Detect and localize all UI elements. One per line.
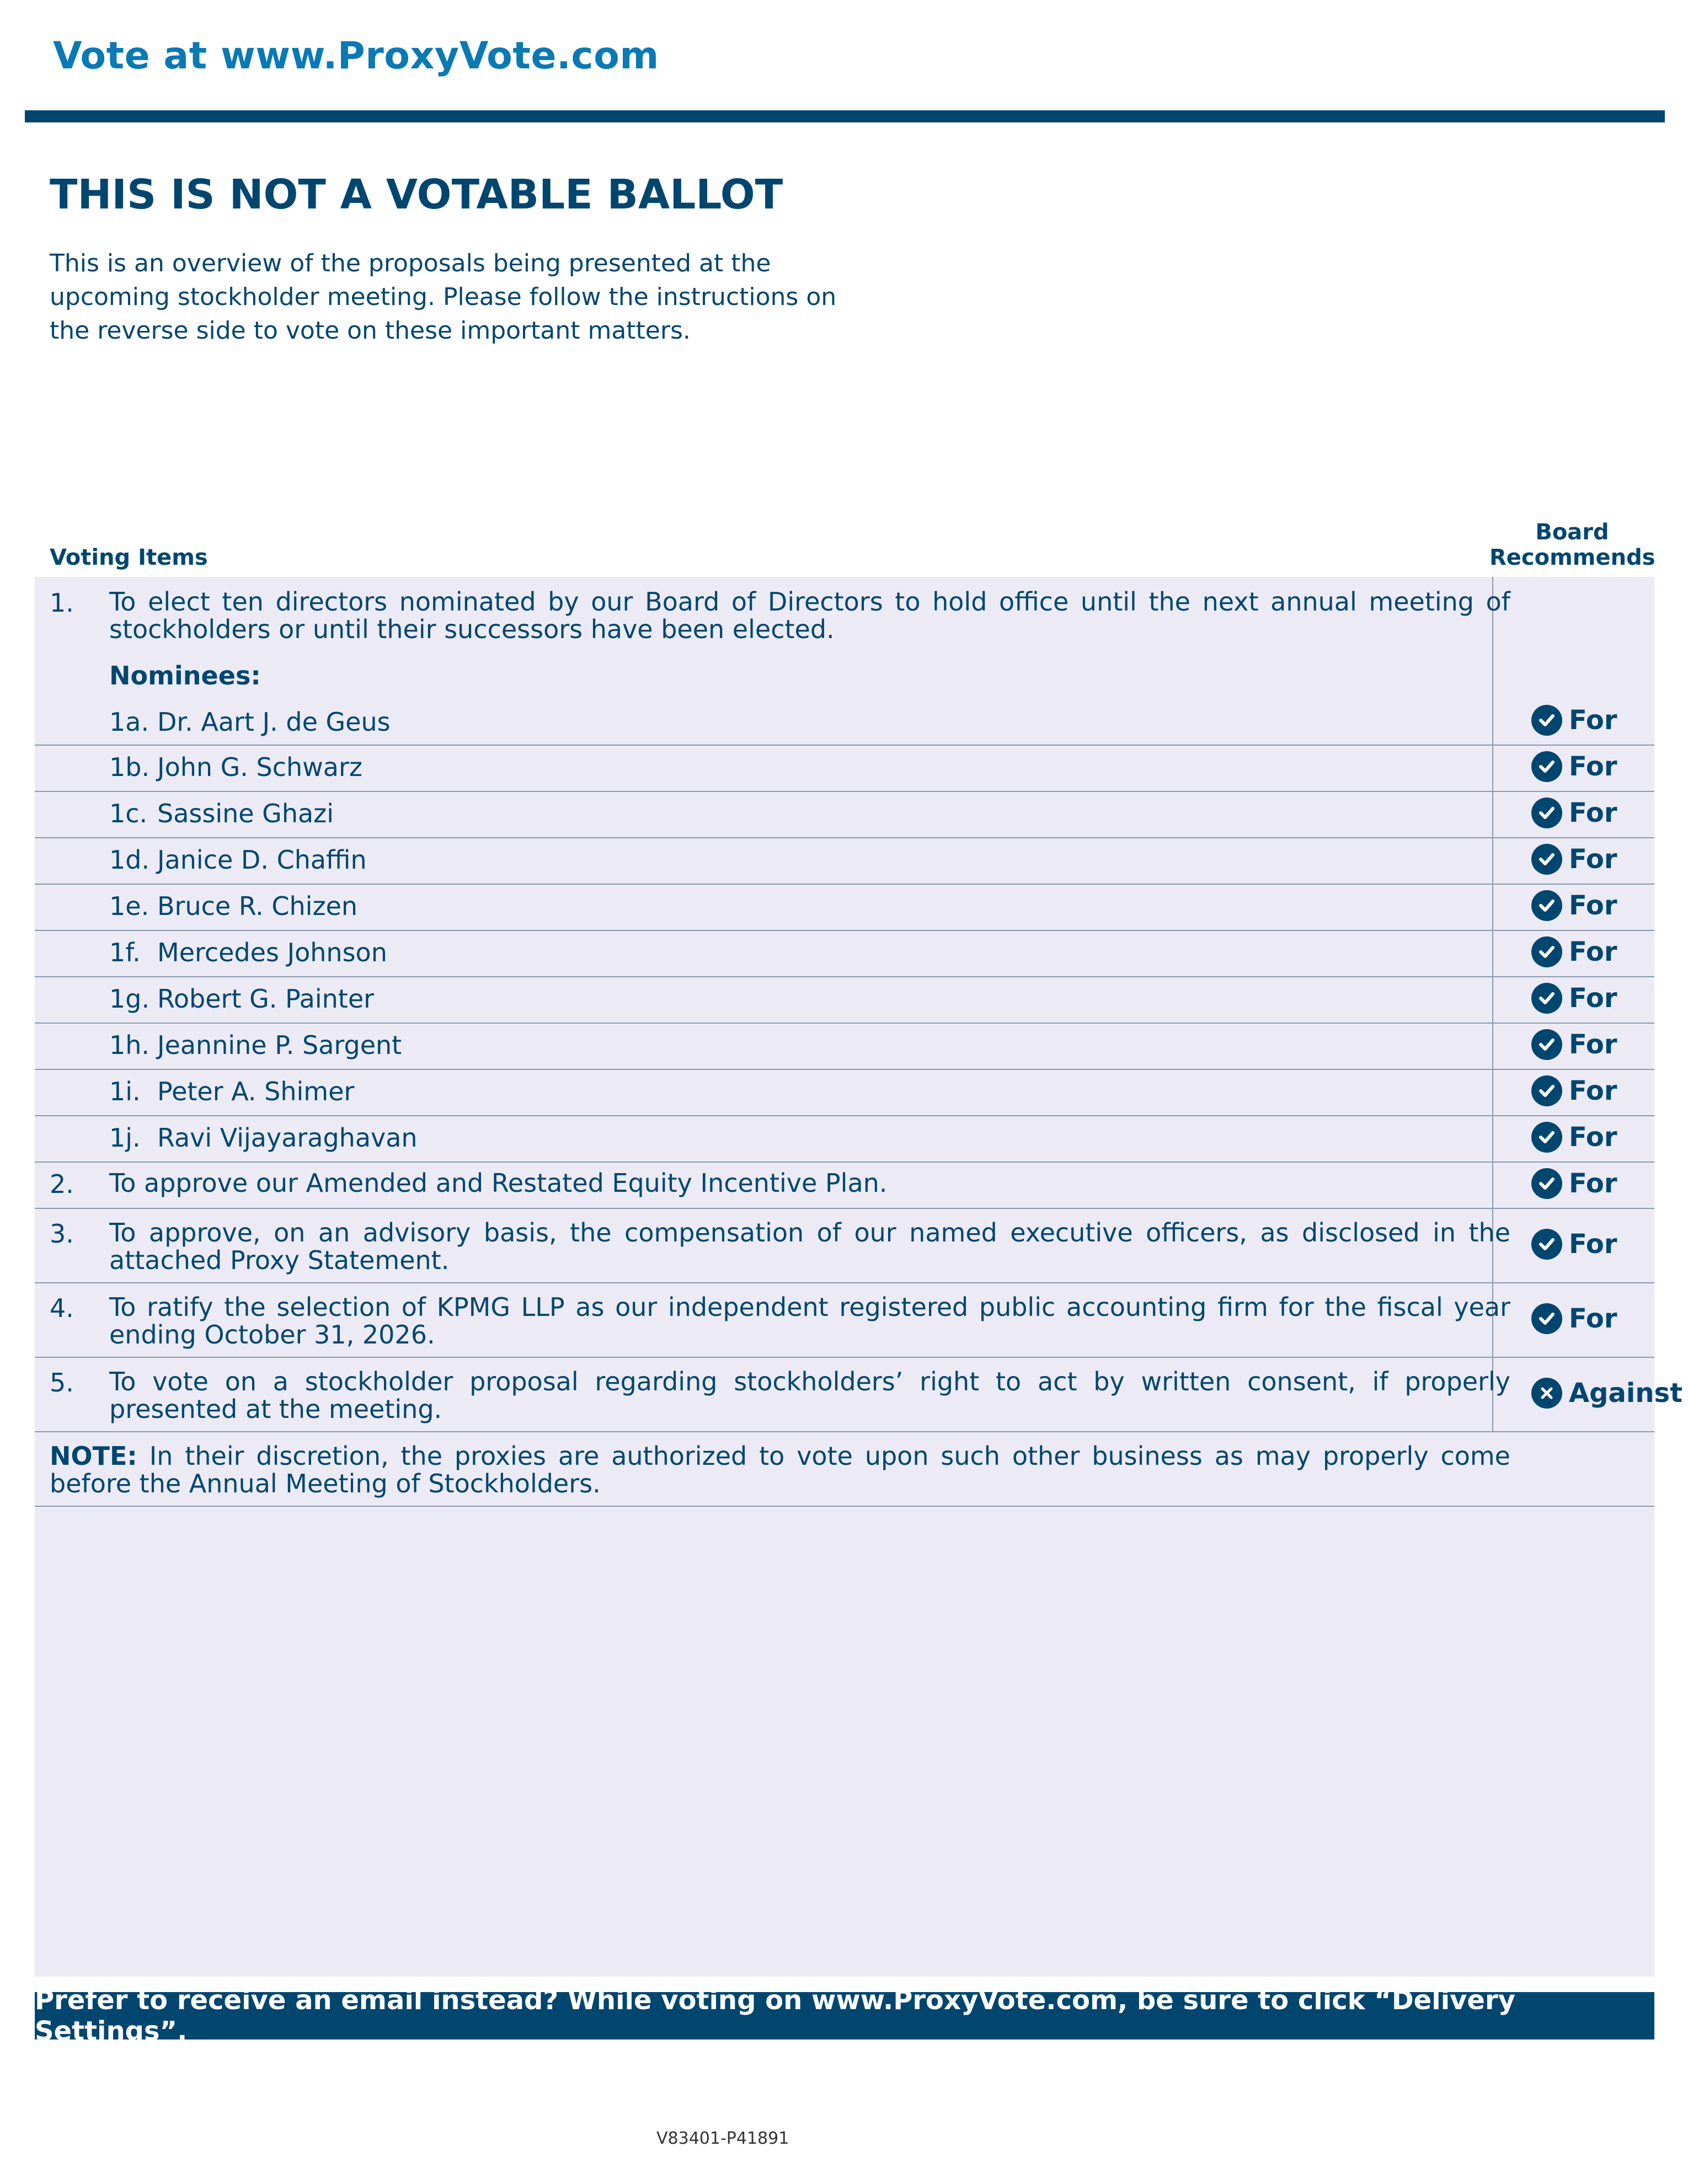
recommendation-label: For: [1569, 705, 1617, 736]
check-circle-icon: [1531, 705, 1562, 736]
table-row: [35, 1358, 1683, 1432]
check-circle-icon: [1531, 890, 1562, 921]
intro-line: This is an overview of the proposals being presented at the: [50, 249, 771, 277]
check-circle-icon: [1531, 1029, 1562, 1060]
check-circle-icon: [1531, 751, 1562, 782]
delivery-settings-banner: Prefer to receive an email instead? While voting on www.ProxyVote.com, be sure to click “Delivery Settings”.: [35, 1992, 1654, 2040]
item-text: To elect ten directors nominated by our Board of Directors to hold office until the next annual meeting of stockholders or until their successors have been elected.: [109, 587, 1510, 644]
recommendation-label: For: [1569, 751, 1617, 782]
table-row: [35, 885, 1654, 931]
nominee-code: 1c.: [109, 799, 148, 828]
nominee-code: 1e.: [109, 891, 149, 921]
nominee-name: Sassine Ghazi: [157, 799, 334, 828]
recommendation-label: For: [1569, 1075, 1617, 1106]
board-recommendation: [1531, 1168, 1617, 1199]
table-row: [35, 931, 1654, 977]
nominees-label: Nominees:: [109, 661, 261, 690]
nominee-code: 1f.: [109, 938, 141, 967]
check-circle-icon: [1531, 1303, 1562, 1334]
board-recommendation: [1531, 890, 1617, 921]
table-row: [35, 1209, 1654, 1283]
nominee-code: 1j.: [109, 1123, 141, 1153]
recommendation-label: Against: [1569, 1378, 1683, 1409]
table-row: [35, 792, 1654, 838]
nominee-name: Mercedes Johnson: [157, 938, 387, 967]
board-recommendation: [1531, 1303, 1617, 1334]
recommendation-label: For: [1569, 797, 1617, 828]
table-row: [35, 1432, 1654, 1507]
note-body: In their discretion, the proxies are authorized to vote upon such other business as may properly come before the Annual Meeting of Stockholders.: [50, 1441, 1510, 1498]
item-number: 4.: [50, 1293, 74, 1323]
board-recommendation: [1531, 1122, 1617, 1153]
nominee-name: Bruce R. Chizen: [157, 891, 358, 921]
check-circle-icon: [1531, 797, 1562, 828]
board-recommendation: [1531, 1029, 1617, 1060]
board-recommendation: [1531, 1229, 1617, 1260]
board-recommendation: [1531, 1378, 1682, 1409]
check-circle-icon: [1531, 1229, 1562, 1260]
check-circle-icon: [1531, 844, 1562, 875]
board-recommendation: [1531, 705, 1617, 736]
nominee-code: 1d.: [109, 845, 150, 875]
board-header-line: Recommends: [1489, 545, 1655, 570]
recommendation-label: For: [1569, 1229, 1617, 1260]
item-number: 2.: [50, 1169, 74, 1199]
item-text: To ratify the selection of KPMG LLP as our independent registered public accounting firm for the fiscal year ending October 31, 2026.: [109, 1292, 1510, 1350]
item-text: To approve, on an advisory basis, the compensation of our named executive officers, as disclosed in the attached Proxy Statement.: [109, 1218, 1510, 1275]
table-row: [35, 1163, 1654, 1209]
recommendation-label: For: [1569, 1122, 1617, 1153]
board-recommendation: [1531, 751, 1617, 782]
note-label: NOTE:: [50, 1441, 137, 1471]
table-row: [35, 577, 1654, 746]
document-code: V83401-P41891: [656, 2129, 789, 2148]
item-text: To approve our Amended and Restated Equity Incentive Plan.: [109, 1168, 888, 1198]
check-circle-icon: [1531, 1122, 1562, 1153]
intro-line: the reverse side to vote on these important matters.: [50, 317, 691, 345]
intro-text: [50, 247, 866, 347]
board-recommendation: [1531, 936, 1617, 967]
nominee-code: 1b.: [109, 752, 150, 782]
nominee-name: Dr. Aart J. de Geus: [157, 707, 391, 737]
recommendation-label: For: [1569, 890, 1617, 921]
nominee-name: Jeannine P. Sargent: [157, 1030, 402, 1060]
recommendation-label: For: [1569, 844, 1617, 875]
item-number: 5.: [50, 1368, 74, 1398]
board-recommendation: [1531, 1075, 1617, 1106]
board-header-line: Board: [1535, 520, 1609, 545]
table-row: [35, 838, 1654, 885]
board-recommendation: [1531, 797, 1617, 828]
voting-items-header: Voting Items: [50, 545, 208, 570]
nominee-code: 1h.: [109, 1030, 150, 1060]
table-row: [35, 746, 1654, 792]
board-recommends-header: [1489, 520, 1655, 570]
intro-line: upcoming stockholder meeting. Please follow the instructions on: [50, 283, 837, 311]
nominee-name: Ravi Vijayaraghavan: [157, 1123, 418, 1153]
recommendation-label: For: [1569, 983, 1617, 1014]
table-row: [35, 1116, 1654, 1163]
check-circle-icon: [1531, 936, 1562, 967]
board-recommendation: [1531, 844, 1617, 875]
x-circle-icon: [1531, 1378, 1562, 1409]
nominee-code: 1i.: [109, 1077, 141, 1106]
table-row: [35, 1024, 1654, 1070]
table-row: [35, 1070, 1654, 1116]
nominee-name: Peter A. Shimer: [157, 1077, 355, 1106]
board-recommendation: [1531, 983, 1617, 1014]
recommendation-label: For: [1569, 1303, 1617, 1334]
nominee-code: 1g.: [109, 984, 150, 1014]
recommendation-label: For: [1569, 1168, 1617, 1199]
table-row: [35, 1283, 1654, 1358]
header-rule: [25, 110, 1665, 122]
nominee-name: Janice D. Chaffin: [157, 845, 367, 875]
nominee-name: Robert G. Painter: [157, 984, 375, 1014]
item-number: 1.: [50, 588, 74, 618]
page-title: THIS IS NOT A VOTABLE BALLOT: [50, 171, 783, 218]
recommendation-label: For: [1569, 936, 1617, 967]
nominee-name: John G. Schwarz: [157, 752, 363, 782]
note-text: [50, 1442, 1510, 1497]
check-circle-icon: [1531, 1168, 1562, 1199]
check-circle-icon: [1531, 983, 1562, 1014]
item-number: 3.: [50, 1219, 74, 1249]
table-row: [35, 977, 1654, 1024]
proxyvote-link[interactable]: Vote at www.ProxyVote.com: [53, 34, 659, 78]
item-text: To vote on a stockholder proposal regarding stockholders’ right to act by written consent, if properly presented at the meeting.: [109, 1367, 1510, 1424]
recommendation-label: For: [1569, 1029, 1617, 1060]
check-circle-icon: [1531, 1075, 1562, 1106]
nominee-code: 1a.: [109, 707, 149, 737]
